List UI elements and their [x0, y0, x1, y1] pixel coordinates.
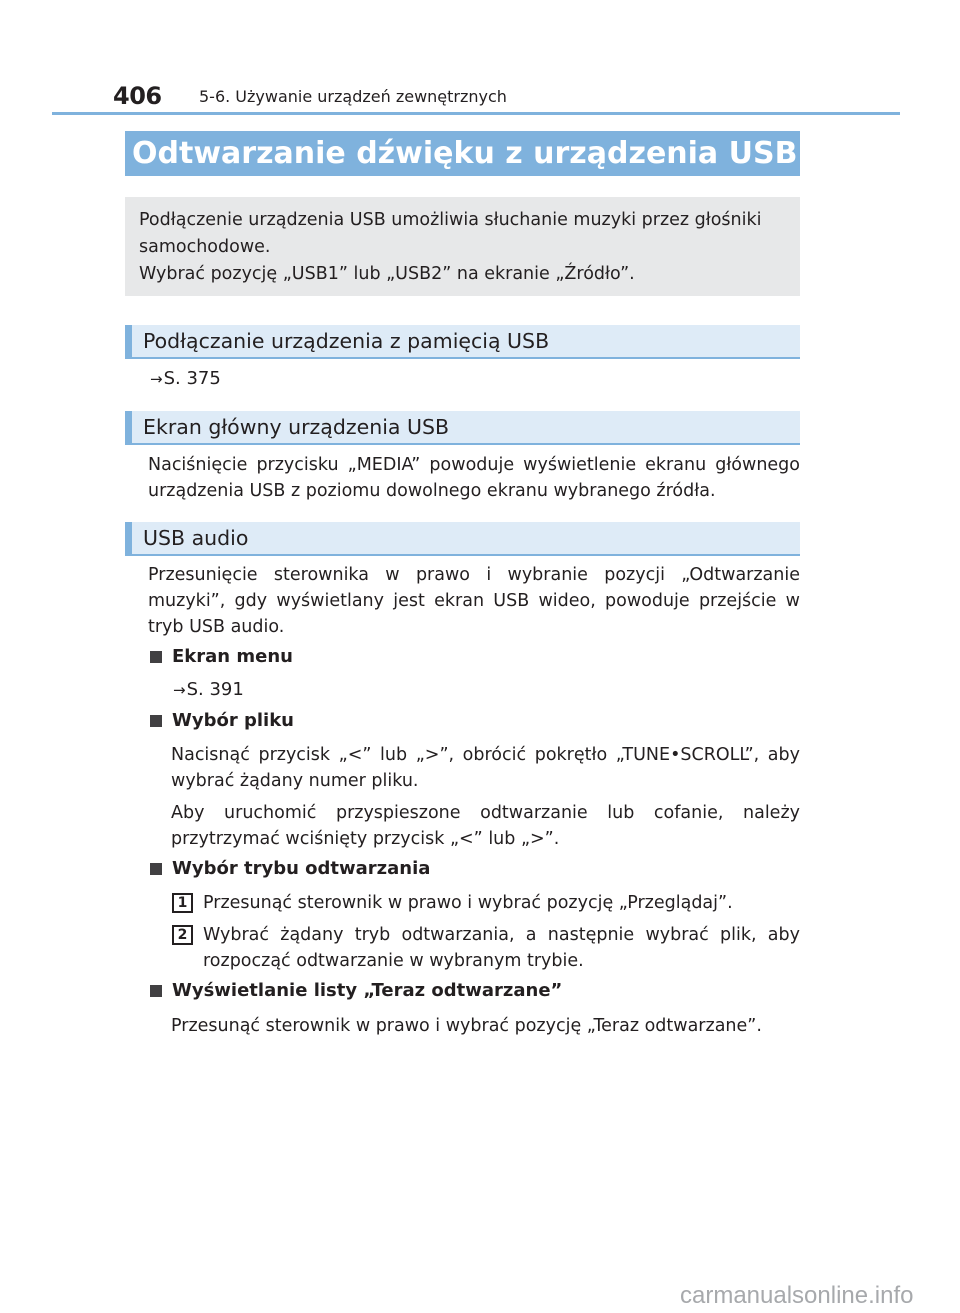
page-reference[interactable]	[173, 678, 244, 702]
subheading-label: Wybór pliku	[172, 710, 294, 731]
subheading-now-playing	[150, 980, 562, 1001]
subheading-file	[150, 710, 294, 731]
paragraph-now-playing: Przesunąć sterownik w prawo i wybrać pozycję „Teraz odtwarzane”.	[171, 1016, 762, 1036]
subheading-label: Wybór trybu odtwarzania	[172, 858, 431, 879]
section-heading-connect: Podłączanie urządzenia z pamięcią USB	[125, 325, 800, 359]
intro-line: Podłączenie urządzenia USB umożliwia słuchanie muzyki przez głośniki	[139, 210, 762, 230]
arrow-right-icon: →	[150, 370, 163, 388]
header-rule	[52, 112, 900, 115]
page-reference[interactable]	[150, 367, 221, 391]
intro-line: Wybrać pozycję „USB1” lub „USB2” na ekranie „Źródło”.	[139, 264, 635, 284]
watermark: carmanualsonline.info	[680, 1282, 914, 1309]
intro-line: samochodowe.	[139, 237, 271, 257]
page-reference-label: S. 391	[186, 679, 244, 700]
intro-box	[125, 197, 800, 296]
step-text: Wybrać żądany tryb odtwarzania, a następnie wybrać plik, aby rozpocząć odtwarzanie w wybranym trybie.	[203, 925, 800, 971]
subheading-label: Wyświetlanie listy „Teraz odtwarzane”	[172, 980, 563, 1001]
square-bullet-icon	[150, 863, 162, 875]
step-number-box: 1	[172, 893, 193, 913]
square-bullet-icon	[150, 985, 162, 997]
paragraph-usb-audio: Przesunięcie sterownika w prawo i wybranie pozycji „Odtwarzanie muzyki”, gdy wyświetlany jest ekran USB wideo, powoduje przejście w tryb USB audio.	[148, 565, 800, 637]
page-number: 406	[113, 82, 162, 110]
paragraph-file-select: Nacisnąć przycisk „<” lub „>”, obrócić pokrętło „TUNE•SCROLL”, aby wybrać żądany numer pliku.	[171, 745, 800, 791]
section-header: 5-6. Używanie urządzeń zewnętrznych	[199, 87, 507, 106]
square-bullet-icon	[150, 651, 162, 663]
square-bullet-icon	[150, 715, 162, 727]
paragraph-main-screen: Naciśnięcie przycisku „MEDIA” powoduje wyświetlenie ekranu głównego urządzenia USB z poziomu dowolnego ekranu wybranego źródła.	[148, 455, 800, 501]
section-heading-main-screen: Ekran główny urządzenia USB	[125, 411, 800, 445]
paragraph-fast-forward: Aby uruchomić przyspieszone odtwarzanie lub cofanie, należy przytrzymać wciśnięty przycisk „<” lub „>”.	[171, 803, 800, 849]
step-text: Przesunąć sterownik w prawo i wybrać pozycję „Przeglądaj”.	[203, 893, 733, 913]
arrow-right-icon: →	[173, 681, 186, 699]
subheading-label: Ekran menu	[172, 646, 293, 667]
section-heading-usb-audio: USB audio	[125, 522, 800, 556]
subheading-mode	[150, 858, 430, 879]
page-title: Odtwarzanie dźwięku z urządzenia USB	[125, 131, 800, 176]
page-reference-label: S. 375	[163, 368, 221, 389]
subheading-menu	[150, 646, 293, 667]
step-number-box: 2	[172, 925, 193, 945]
